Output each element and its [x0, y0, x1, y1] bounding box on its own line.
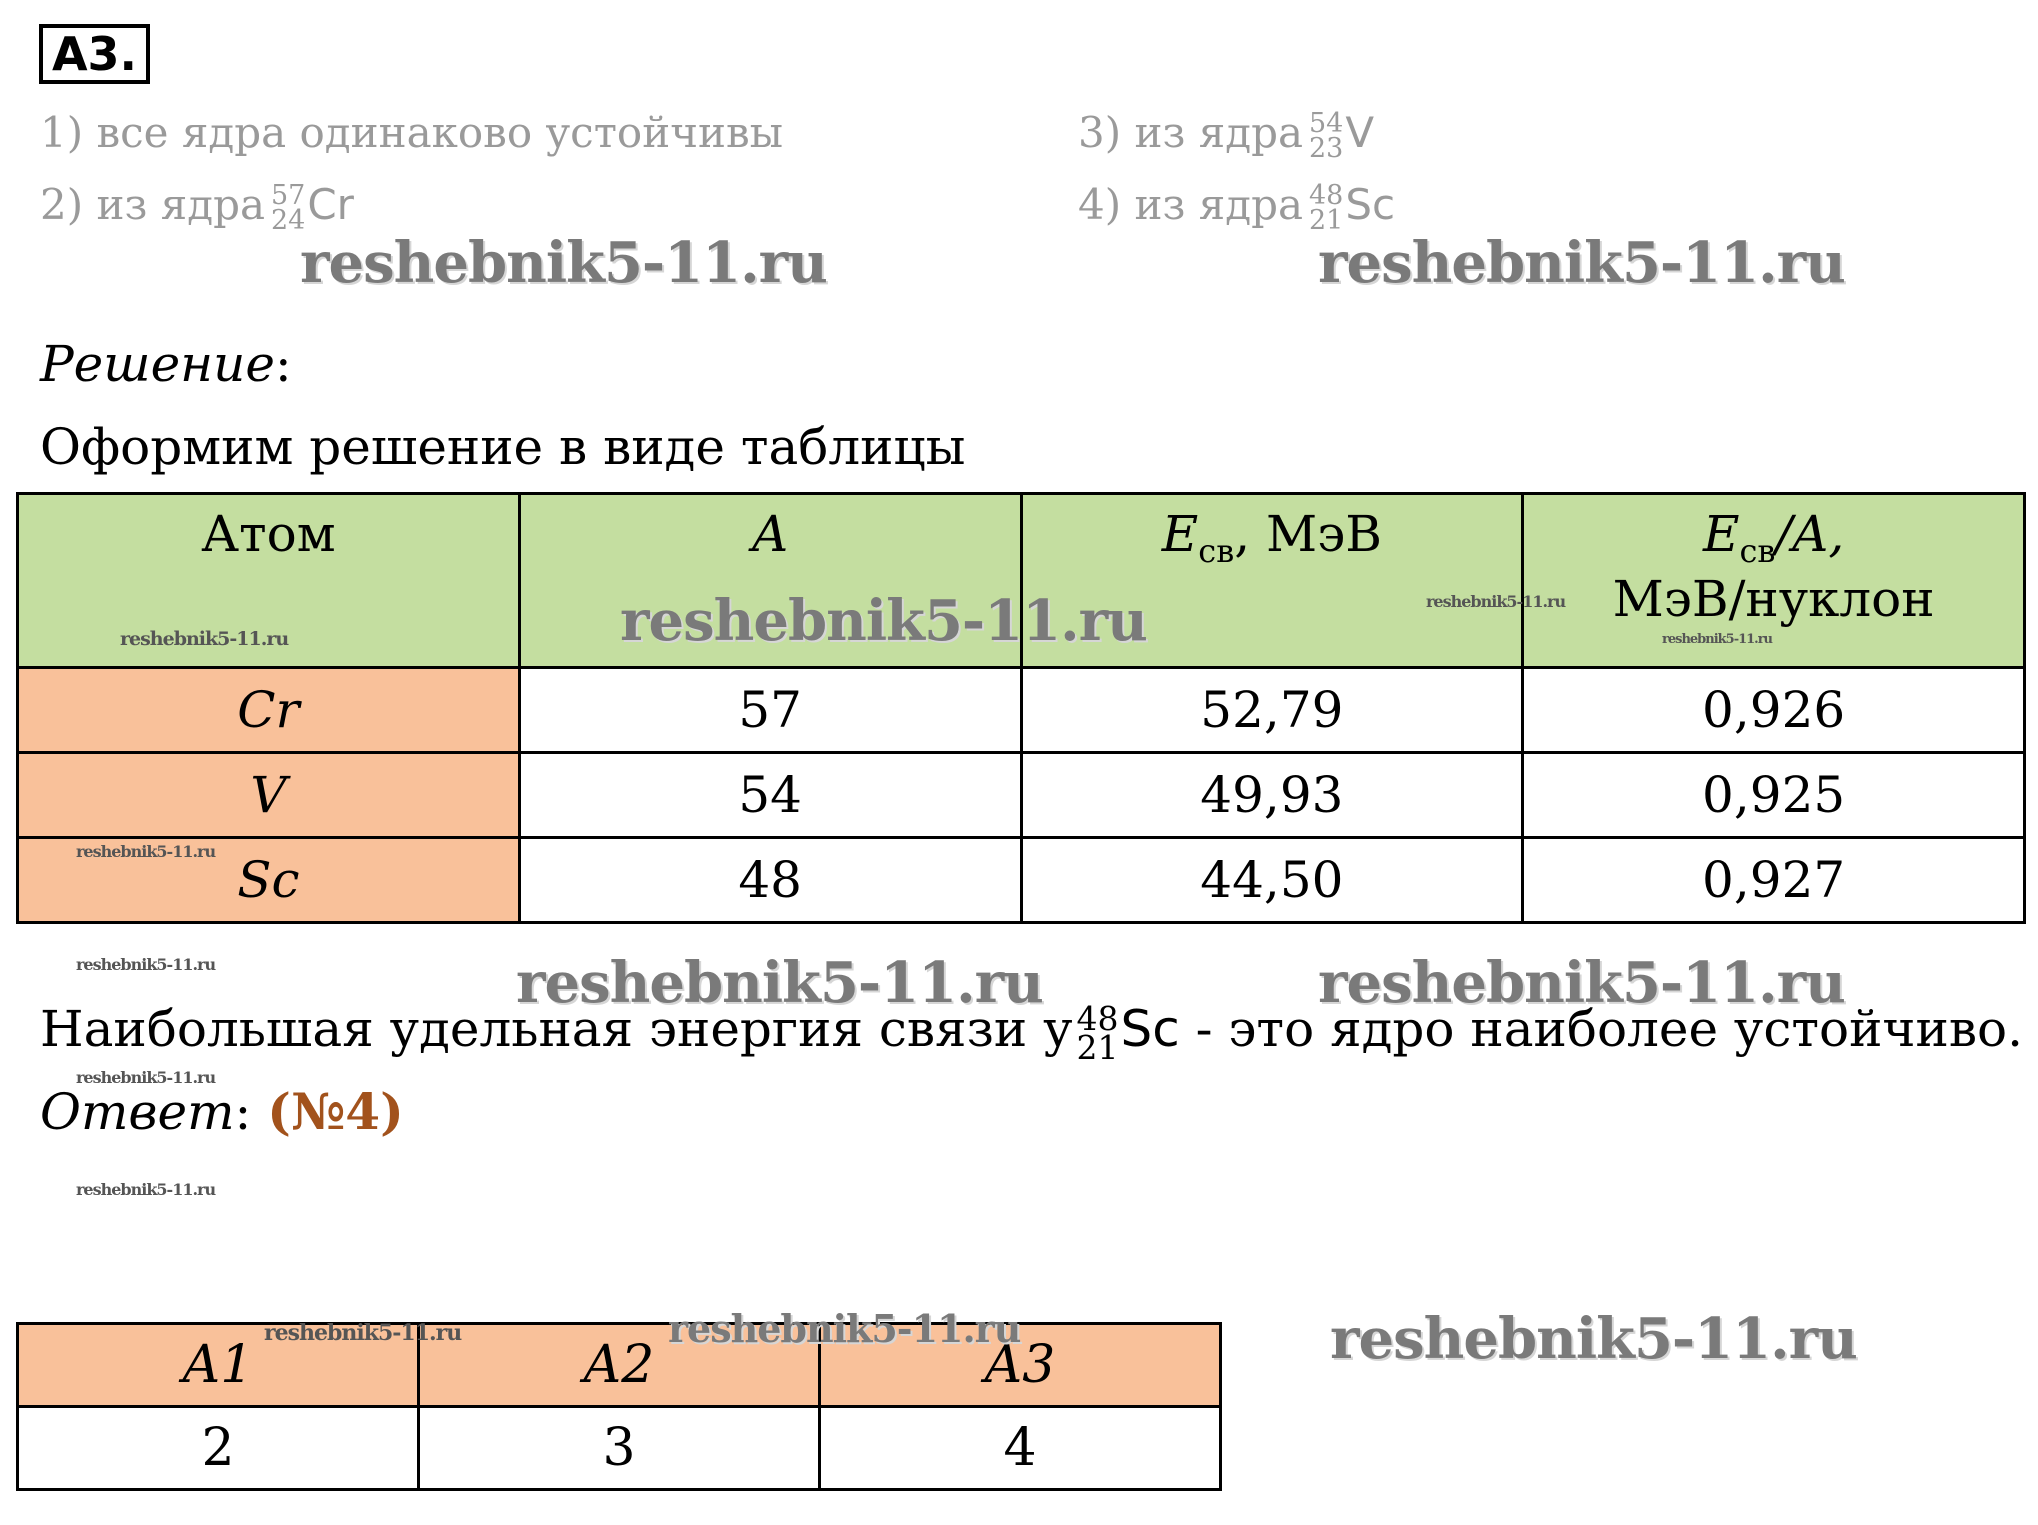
watermark: reshebnik5-11.ru	[76, 1068, 216, 1087]
header-binding-energy: $E_{св}$, МэВ	[1021, 494, 1523, 668]
watermark: reshebnik5-11.ru	[1662, 632, 1773, 647]
option-3-symbol: V	[1345, 108, 1375, 157]
answer-header: A2	[419, 1324, 820, 1407]
watermark: reshebnik5-11.ru	[300, 230, 827, 296]
option-3-text: 3) из ядра	[1078, 108, 1303, 157]
intro-text: Оформим решение в виде таблицы	[40, 418, 966, 476]
watermark: reshebnik5-11.ru	[76, 955, 216, 974]
problem-number-badge: А3.	[39, 24, 150, 84]
option-4-symbol: Sc	[1345, 180, 1396, 229]
watermark: reshebnik5-11.ru	[1330, 1306, 1857, 1372]
watermark: reshebnik5-11.ru	[76, 1180, 216, 1199]
cell-binding-energy: 44,50	[1021, 838, 1523, 923]
header-atom: Атом	[18, 494, 520, 668]
table-row	[18, 838, 2025, 923]
watermark: reshebnik5-11.ru	[1426, 592, 1566, 611]
option-2-nuclide-numbers: 57 24	[271, 180, 306, 236]
cell-binding-energy: 49,93	[1021, 753, 1523, 838]
answer-value: (№4)	[267, 1082, 404, 1141]
cell-atom: Sc	[18, 838, 520, 923]
cell-mass-number: 48	[519, 838, 1021, 923]
solution-table	[16, 492, 2026, 924]
cell-specific-energy: 0,925	[1523, 753, 2025, 838]
option-4-text: 4) из ядра	[1078, 180, 1303, 229]
option-2-text: 2) из ядра	[40, 180, 265, 229]
cell-specific-energy: 0,926	[1523, 668, 2025, 753]
option-3-nuclide-numbers: 54 23	[1309, 108, 1344, 164]
answer-header: A3	[820, 1324, 1221, 1407]
watermark: reshebnik5-11.ru	[76, 842, 216, 861]
conclusion-symbol: Sc	[1120, 1000, 1180, 1058]
watermark: reshebnik5-11.ru	[264, 1320, 462, 1346]
table-row	[18, 753, 2025, 838]
option-1: 1) все ядра одинаково устойчивы	[40, 108, 784, 157]
header-specific-binding-energy: $E_{св}/A$, МэВ/нуклон	[1523, 494, 2025, 668]
conclusion-nuclide-numbers: 48 21	[1076, 999, 1119, 1067]
cell-atom: Cr	[18, 668, 520, 753]
watermark: reshebnik5-11.ru	[516, 950, 1043, 1016]
header-mass-number: A	[519, 494, 1021, 668]
answer-header: A1	[18, 1324, 419, 1407]
cell-binding-energy: 52,79	[1021, 668, 1523, 753]
answer-value-cell: 4	[820, 1407, 1221, 1490]
cell-specific-energy: 0,927	[1523, 838, 2025, 923]
answer-value-cell: 2	[18, 1407, 419, 1490]
answers-header-row	[18, 1324, 1221, 1407]
watermark: reshebnik5-11.ru	[1318, 950, 1845, 1016]
watermark: reshebnik5-11.ru	[1318, 230, 1845, 296]
watermark: reshebnik5-11.ru	[620, 588, 1147, 654]
watermark: reshebnik5-11.ru	[120, 628, 289, 650]
watermark: reshebnik5-11.ru	[668, 1306, 1021, 1351]
cell-mass-number: 54	[519, 753, 1021, 838]
table-row	[18, 668, 2025, 753]
option-2-symbol: Cr	[307, 180, 354, 229]
answers-table	[16, 1322, 1222, 1491]
answer-value-cell: 3	[419, 1407, 820, 1490]
answer-line: Ответ: (№4)	[40, 1082, 404, 1141]
option-3	[1078, 108, 1375, 164]
conclusion-text: Наибольшая удельная энергия связи у 48 21 Sc - это ядро наиболее устойчиво.	[40, 999, 2023, 1067]
option-4	[1078, 180, 1396, 236]
solution-heading: Решение:	[40, 335, 292, 393]
cell-atom: V	[18, 753, 520, 838]
cell-mass-number: 57	[519, 668, 1021, 753]
option-2	[40, 180, 354, 236]
option-4-nuclide-numbers: 48 21	[1309, 180, 1344, 236]
answers-value-row	[18, 1407, 1221, 1490]
